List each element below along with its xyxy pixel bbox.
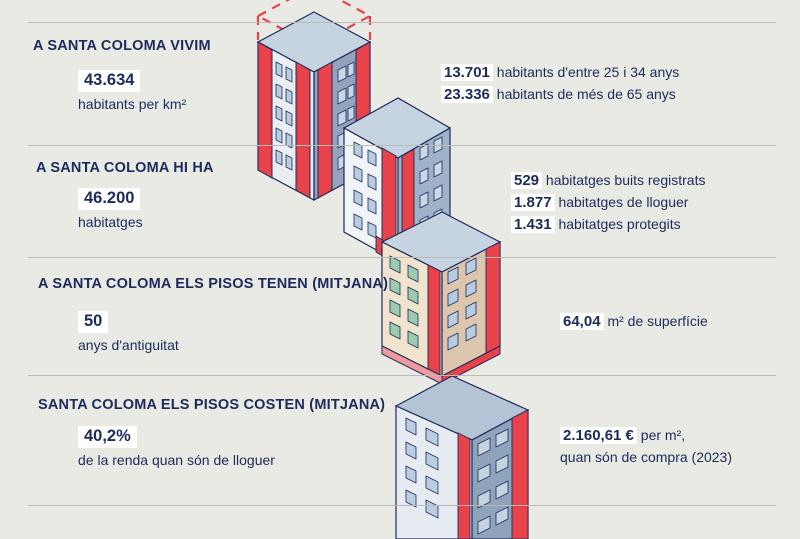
section-title-2: A SANTA COLOMA HI HA [36, 160, 214, 176]
fact-2b [511, 192, 688, 213]
section-title-3: A SANTA COLOMA ELS PISOS TENEN (MITJANA) [38, 276, 389, 292]
divider-4 [28, 375, 776, 376]
fact-2b-text: habitatges de lloguer [558, 194, 689, 210]
fact-1a [441, 62, 679, 83]
fact-4a-value: 2.160,61 € [560, 427, 637, 444]
stat-label-1: habitants per km² [78, 95, 187, 112]
fact-1a-text: habitants d'entre 25 i 34 anys [496, 64, 680, 80]
building-third [382, 212, 500, 384]
divider-2 [28, 145, 776, 146]
fact-4b [560, 447, 732, 468]
section-stat-4 [78, 426, 275, 468]
fact-2c-text: habitatges protegits [558, 216, 681, 232]
stat-value-3: 50 [78, 311, 108, 333]
fact-2c [511, 214, 681, 235]
building-bottom [396, 376, 528, 539]
section-title-4: SANTA COLOMA ELS PISOS COSTEN (MITJANA) [38, 397, 386, 413]
fact-1b-value: 23.336 [441, 86, 493, 103]
divider-5 [28, 505, 776, 506]
fact-2a [511, 170, 705, 191]
stat-value-1: 43.634 [78, 70, 140, 92]
fact-1b-text: habitants de més de 65 anys [496, 86, 676, 102]
divider-1 [28, 22, 776, 23]
section-title-1: A SANTA COLOMA VIVIM [33, 38, 211, 54]
fact-4a [560, 425, 685, 446]
stat-value-4: 40,2% [78, 426, 137, 448]
fact-2b-value: 1.877 [511, 194, 555, 211]
fact-3a-value: 64,04 [560, 313, 604, 330]
stat-value-2: 46.200 [78, 188, 140, 210]
fact-4a-text: per m², [640, 427, 686, 443]
fact-1a-value: 13.701 [441, 64, 493, 81]
stat-label-4: de la renda quan són de lloguer [78, 451, 275, 468]
fact-3a [560, 311, 708, 332]
fact-3a-text: m² de superfície [607, 313, 708, 329]
stat-label-3: anys d'antiguitat [78, 336, 179, 353]
fact-4b-text: quan són de compra (2023) [560, 449, 732, 465]
fact-2a-value: 529 [511, 172, 542, 189]
fact-2c-value: 1.431 [511, 216, 555, 233]
fact-1b [441, 84, 676, 105]
divider-3 [28, 257, 776, 258]
section-stat-2 [78, 188, 143, 230]
section-stat-3 [78, 311, 179, 353]
section-stat-1 [78, 70, 186, 112]
stat-label-2: habitatges [78, 213, 143, 230]
fact-2a-text: habitatges buits registrats [545, 172, 706, 188]
